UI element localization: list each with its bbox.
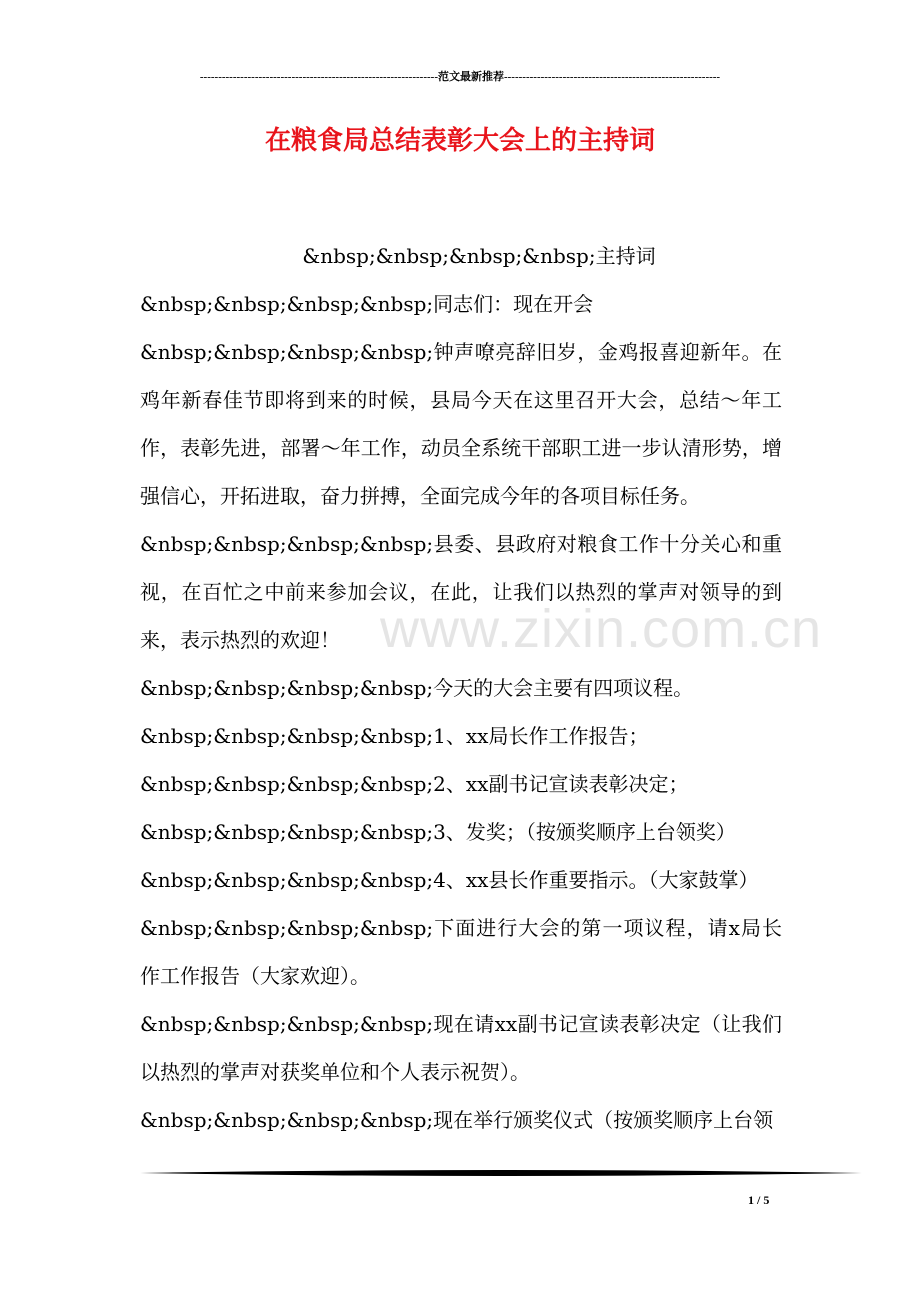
paragraph: &nbsp;&nbsp;&nbsp;&nbsp;县委、县政府对粮食工作十分关心和重视，在百忙之中前来参加会议，在此，让我们以热烈的掌声对领导的到来，表示热烈的欢迎！ xyxy=(140,532,782,652)
page-number: 1 / 5 xyxy=(748,1193,770,1207)
footer-divider-shape xyxy=(140,1170,862,1176)
footer-divider xyxy=(140,1169,862,1177)
watermark: www.zixin.com.cn xyxy=(380,599,823,659)
paragraph: &nbsp;&nbsp;&nbsp;&nbsp;1、xx局长作工作报告； xyxy=(140,724,649,748)
paragraph: &nbsp;&nbsp;&nbsp;&nbsp;现在请xx副书记宣读表彰决定（让我们以热烈的掌声对获奖单位和个人表示祝贺）。 xyxy=(140,1012,782,1084)
paragraph: &nbsp;&nbsp;&nbsp;&nbsp;2、xx副书记宣读表彰决定； xyxy=(140,772,689,796)
paragraph: &nbsp;&nbsp;&nbsp;&nbsp;4、xx县长作重要指示。（大家鼓掌） xyxy=(140,868,759,892)
paragraph: &nbsp;&nbsp;&nbsp;&nbsp;下面进行大会的第一项议程，请x局长作工作报告（大家欢迎）。 xyxy=(140,916,782,988)
paragraph: &nbsp;&nbsp;&nbsp;&nbsp;今天的大会主要有四项议程。 xyxy=(140,676,694,700)
paragraph: &nbsp;&nbsp;&nbsp;&nbsp;3、发奖；（按颁奖顺序上台领奖） xyxy=(140,820,736,844)
document-body xyxy=(140,232,782,1144)
paragraph: &nbsp;&nbsp;&nbsp;&nbsp;同志们：现在开会 xyxy=(140,292,594,316)
document-subtitle: &nbsp;&nbsp;&nbsp;&nbsp;主持词 xyxy=(302,244,656,268)
paragraph: &nbsp;&nbsp;&nbsp;&nbsp;现在举行颁奖仪式（按颁奖顺序上台领 xyxy=(140,1108,774,1132)
paragraph: &nbsp;&nbsp;&nbsp;&nbsp;钟声嘹亮辞旧岁，金鸡报喜迎新年。在鸡年新春佳节即将到来的时候，县局今天在这里召开大会，总结～年工作，表彰先进，部署～年工作，动员全系统干部职工进一步认清形势，增强信心，开拓进取，奋力拼搏，全面完成今年的各项目标任务。 xyxy=(140,340,782,508)
document-title: 在粮食局总结表彰大会上的主持词 xyxy=(264,126,655,156)
page-header: -----------------------------------------------------------------范文最新推荐----------------------------------------------------------- xyxy=(199,71,721,83)
